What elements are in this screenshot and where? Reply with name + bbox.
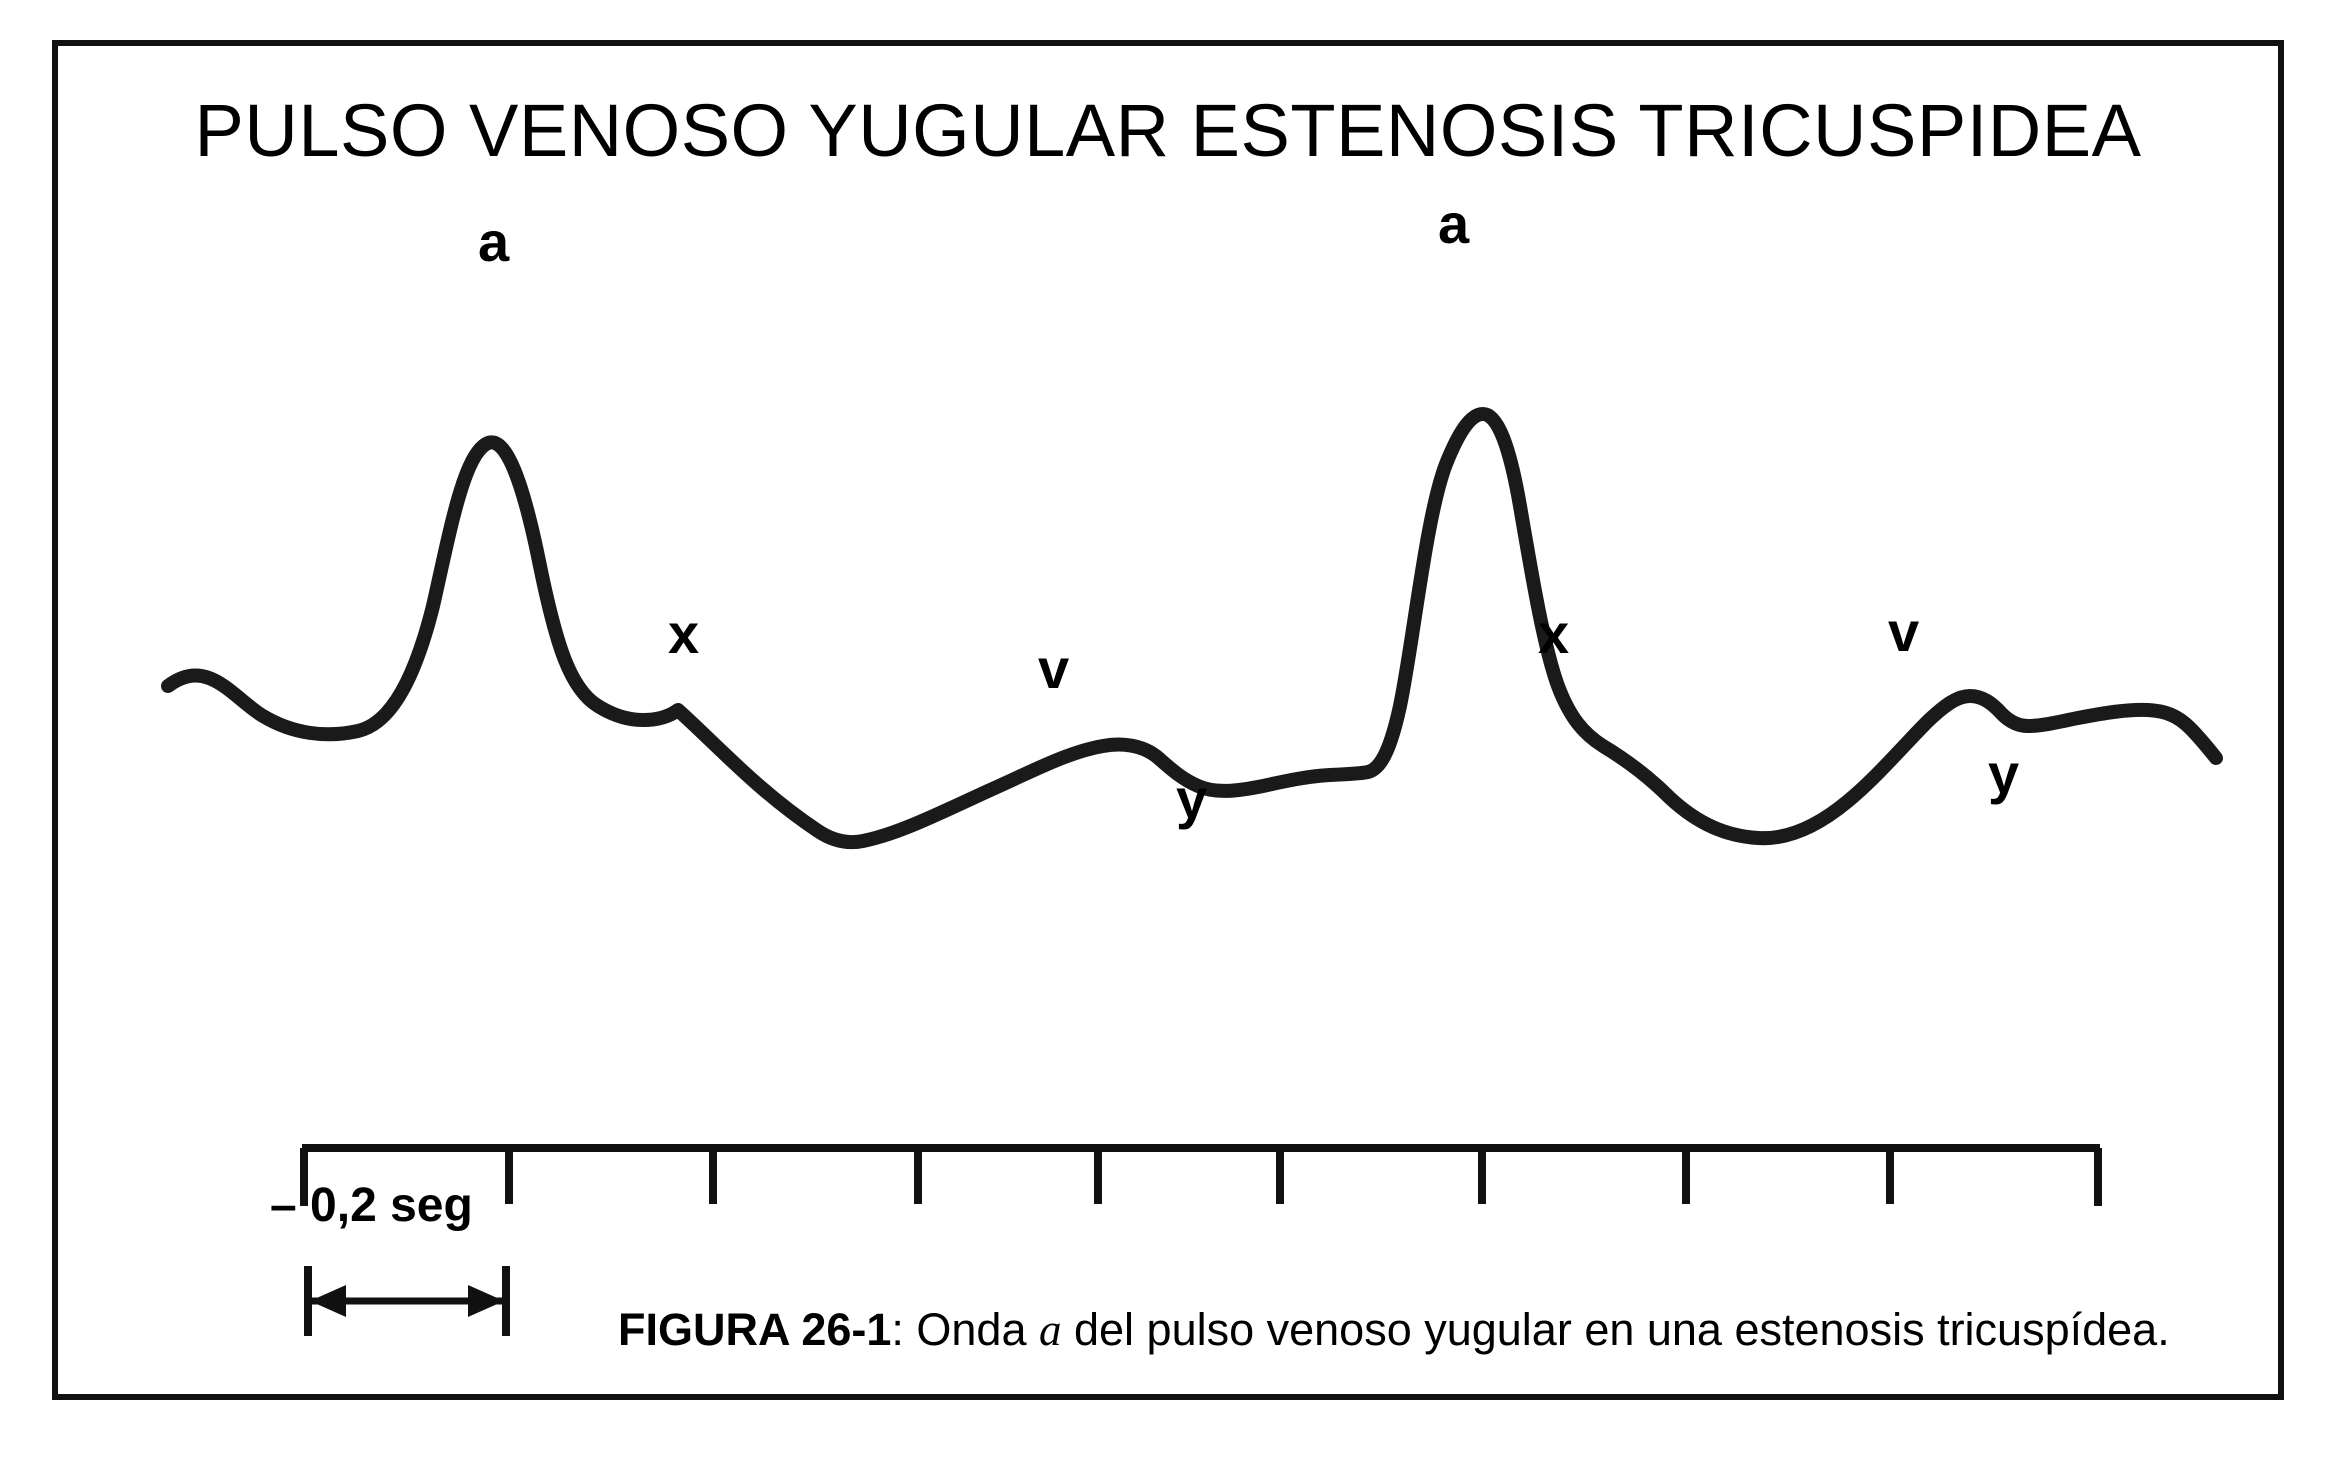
caption-separator: : Onda [891,1304,1039,1355]
wave-label-a-second: a [1438,192,1470,255]
wave-label-x-second: x [1538,602,1570,665]
wave-label-y-second: y [1988,742,2020,805]
wave-label-v-second: v [1888,600,1920,663]
scale-bar-arrow-right [468,1285,504,1317]
wave-label-v-first: v [1038,637,1070,700]
caption-rest: del pulso venoso yugular en una estenosis tricuspídea. [1061,1304,2170,1355]
jugular-venous-pulse-curve [58,186,2290,1016]
wave-label-x-first: x [668,602,700,665]
caption-italic-term: a [1038,1305,1062,1355]
figure-container [52,40,2284,1400]
time-scale-area [58,1086,2290,1386]
scale-label: – 0,2 seg [270,1179,473,1232]
figure-caption [618,1304,2170,1356]
scale-bar-arrow-left [310,1285,346,1317]
figure-title: PULSO VENOSO YUGULAR ESTENOSIS TRICUSPIDEA [194,89,2142,172]
wave-label-y-first: y [1176,767,1208,830]
waveform-area [58,186,2290,1016]
wave-label-a-first: a [478,210,510,273]
caption-figure-number: FIGURA 26-1 [618,1304,892,1355]
